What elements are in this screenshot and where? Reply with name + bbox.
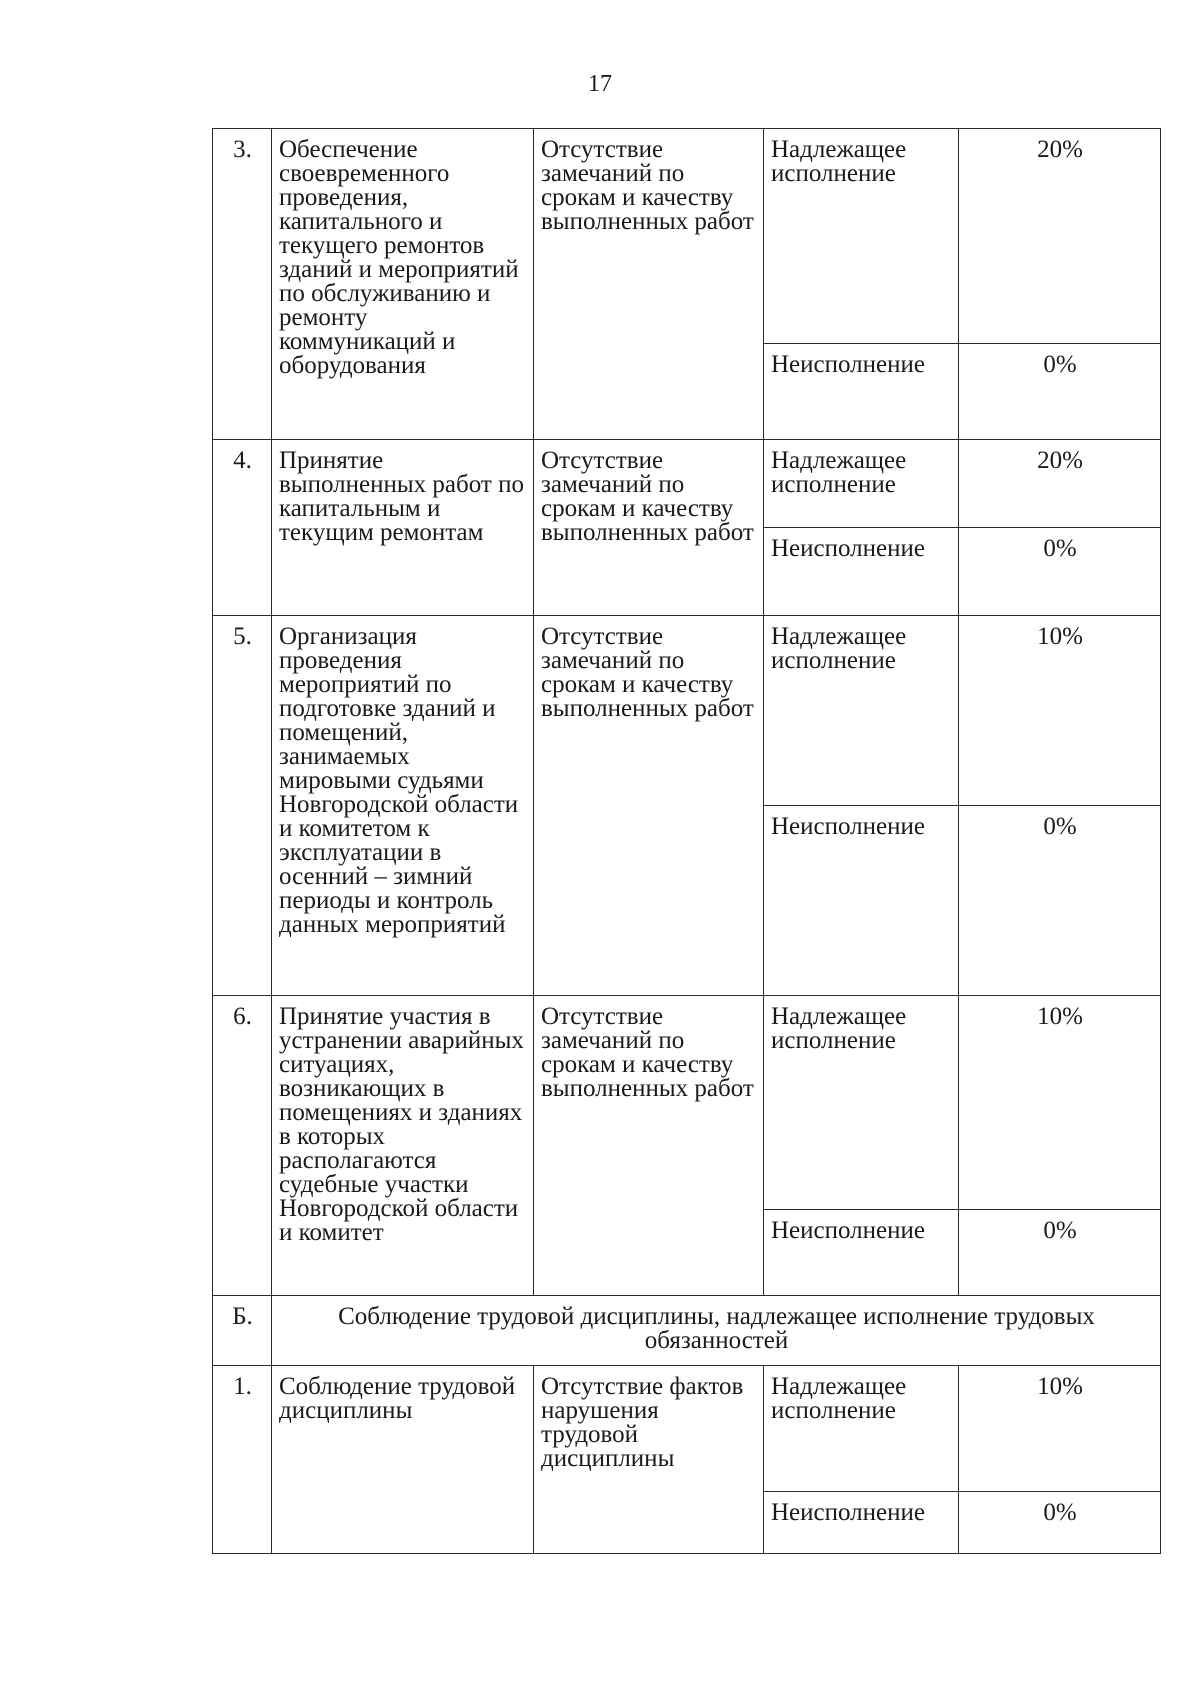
table-row (213, 440, 1161, 528)
grade-value-cell: 0% (959, 528, 1161, 616)
criterion-cell: Отсутствие замечаний по срокам и качеству выполненных работ (534, 440, 764, 616)
grade-value-cell: 0% (959, 344, 1161, 440)
section-number: Б. (213, 1296, 272, 1366)
grade-value-cell: 0% (959, 1210, 1161, 1296)
criterion-cell: Отсутствие замечаний по срокам и качеству выполненных работ (534, 616, 764, 996)
grade-label-cell: Неисполнение (764, 1210, 959, 1296)
criterion-cell: Отсутствие замечаний по срокам и качеству выполненных работ (534, 129, 764, 440)
indicator-cell: Соблюдение трудовой дисциплины (272, 1366, 534, 1554)
page-number: 17 (588, 71, 612, 97)
criterion-cell: Отсутствие замечаний по срокам и качеству выполненных работ (534, 996, 764, 1296)
grade-value-cell: 10% (959, 1366, 1161, 1492)
section-header-row (213, 1296, 1161, 1366)
grade-label-cell: Надлежащее исполнение (764, 1366, 959, 1492)
grade-value-cell: 10% (959, 616, 1161, 806)
indicator-cell: Обеспечение своевременного проведения, капитального и текущего ремонтов зданий и мероприятий по обслуживанию и ремонту коммуникаций и оборудования (272, 129, 534, 440)
indicator-cell: Организация проведения мероприятий по подготовке зданий и помещений, занимаемых мировыми судьями Новгородской области и комитетом к эксплуатации в осенний – зимний периоды и контроль данных мероприятий (272, 616, 534, 996)
row-number: 5. (213, 616, 272, 996)
grade-value-cell: 10% (959, 996, 1161, 1210)
table-row (213, 616, 1161, 806)
section-title: Соблюдение трудовой дисциплины, надлежащее исполнение трудовых обязанностей (272, 1296, 1161, 1366)
indicator-cell: Принятие участия в устранении аварийных ситуациях, возникающих в помещениях и зданиях в которых располагаются судебные участки Новгородской области и комитет (272, 996, 534, 1296)
grade-label-cell: Надлежащее исполнение (764, 129, 959, 344)
grade-label-cell: Надлежащее исполнение (764, 616, 959, 806)
row-number: 1. (213, 1366, 272, 1554)
table-row (213, 996, 1161, 1210)
grade-label-cell: Неисполнение (764, 528, 959, 616)
criterion-cell: Отсутствие фактов нарушения трудовой дисциплины (534, 1366, 764, 1554)
grade-value-cell: 20% (959, 129, 1161, 344)
grade-label-cell: Неисполнение (764, 806, 959, 996)
table-row (213, 129, 1161, 344)
row-number: 6. (213, 996, 272, 1296)
evaluation-criteria-table (212, 128, 1161, 1554)
grade-value-cell: 0% (959, 1492, 1161, 1554)
table-row (213, 1366, 1161, 1492)
indicator-cell: Принятие выполненных работ по капитальным и текущим ремонтам (272, 440, 534, 616)
grade-label-cell: Надлежащее исполнение (764, 440, 959, 528)
grade-value-cell: 0% (959, 806, 1161, 996)
grade-label-cell: Неисполнение (764, 1492, 959, 1554)
row-number: 3. (213, 129, 272, 440)
row-number: 4. (213, 440, 272, 616)
grade-label-cell: Надлежащее исполнение (764, 996, 959, 1210)
grade-value-cell: 20% (959, 440, 1161, 528)
grade-label-cell: Неисполнение (764, 344, 959, 440)
